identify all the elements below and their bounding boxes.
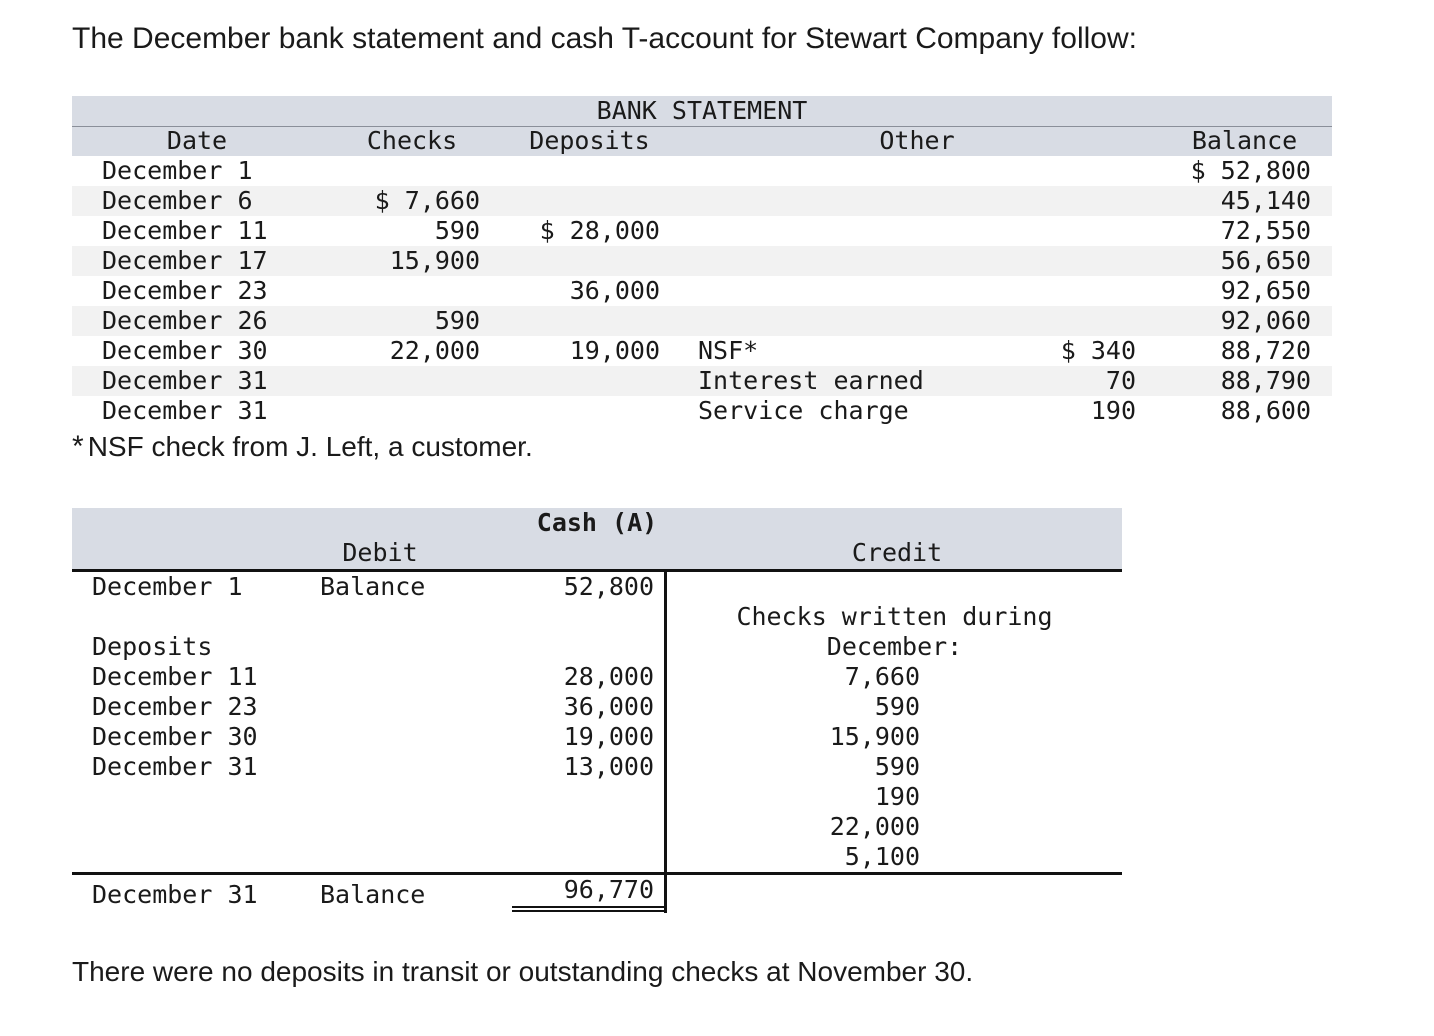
cash-t-account: [72, 508, 1122, 918]
cell-date: December 31: [102, 366, 268, 395]
credit-heading-line-1: Checks written during: [736, 602, 1053, 631]
cell-balance: 72,550: [1220, 216, 1311, 245]
bank-statement-title: BANK STATEMENT: [596, 96, 808, 125]
cell-balance: $ 52,800: [1190, 156, 1311, 185]
cell-checks: 22,000: [389, 336, 480, 365]
cell-deposits: 19,000: [569, 336, 660, 365]
cell-other-amount: 190: [1090, 396, 1136, 425]
credit-amount: 15,900: [829, 722, 920, 751]
cell-date: December 30: [102, 336, 268, 365]
deposit-date: December 31: [92, 752, 258, 781]
cell-deposits: $ 28,000: [539, 216, 660, 245]
cell-date: December 17: [102, 246, 268, 275]
cell-balance: 92,650: [1220, 276, 1311, 305]
double-underline-bottom: [512, 910, 667, 912]
cell-date: December 26: [102, 306, 268, 335]
deposit-date: December 11: [92, 662, 258, 691]
cell-other-amount: 70: [1105, 366, 1136, 395]
cell-balance: 88,720: [1220, 336, 1311, 365]
closing-date: December 31: [92, 880, 258, 909]
cell-balance: 92,060: [1220, 306, 1311, 335]
credit-amount: 5,100: [844, 842, 920, 871]
debit-label: Debit: [342, 538, 418, 567]
double-underline-top: [512, 906, 667, 908]
credit-heading-line-2: December:: [826, 632, 963, 661]
closing-amount: 96,770: [563, 875, 654, 904]
cell-other-amount: $ 340: [1060, 336, 1136, 365]
header-deposits: Deposits: [529, 126, 650, 155]
cell-checks: 590: [434, 306, 480, 335]
credit-amount: 22,000: [829, 812, 920, 841]
deposit-amount: 13,000: [563, 752, 654, 781]
deposit-amount: 19,000: [563, 722, 654, 751]
header-other: Other: [879, 126, 955, 155]
credit-amount: 7,660: [844, 662, 920, 691]
cell-balance: 45,140: [1220, 186, 1311, 215]
closing-note: There were no deposits in transit or outstanding checks at November 30.: [72, 956, 974, 987]
cell-date: December 1: [102, 156, 253, 185]
nsf-footnote: [72, 430, 533, 464]
credit-amount: 590: [874, 752, 920, 781]
cell-date: December 11: [102, 216, 268, 245]
cell-checks: $ 7,660: [374, 186, 480, 215]
cell-balance: 88,790: [1220, 366, 1311, 395]
cell-checks: 590: [434, 216, 480, 245]
opening-amount: 52,800: [563, 572, 654, 601]
cell-date: December 31: [102, 396, 268, 425]
deposit-amount: 36,000: [563, 692, 654, 721]
deposit-date: December 30: [92, 722, 258, 751]
cell-other-label: Interest earned: [698, 366, 924, 395]
cell-date: December 6: [102, 186, 253, 215]
header-balance: Balance: [1191, 126, 1298, 155]
cell-deposits: 36,000: [569, 276, 660, 305]
deposit-amount: 28,000: [563, 662, 654, 691]
cell-date: December 23: [102, 276, 268, 305]
t-account-title: Cash (A): [536, 508, 658, 537]
opening-date: December 1: [92, 572, 243, 601]
opening-label: Balance: [320, 572, 426, 601]
cell-other-label: NSF*: [698, 336, 759, 365]
credit-amount: 590: [874, 692, 920, 721]
intro-text: The December bank statement and cash T-account for Stewart Company follow:: [72, 22, 1137, 55]
cell-checks: 15,900: [389, 246, 480, 275]
bank-statement-table: [72, 96, 1332, 426]
credit-amount: 190: [874, 782, 920, 811]
closing-label: Balance: [320, 880, 426, 909]
footnote-star: *: [72, 430, 84, 463]
cell-balance: 88,600: [1220, 396, 1311, 425]
deposits-label: Deposits: [92, 632, 213, 661]
deposit-date: December 23: [92, 692, 258, 721]
cell-balance: 56,650: [1220, 246, 1311, 275]
header-checks: Checks: [366, 126, 458, 155]
credit-label: Credit: [851, 538, 943, 567]
footnote-text: NSF check from J. Left, a customer.: [87, 431, 533, 462]
cell-other-label: Service charge: [698, 396, 909, 425]
header-date: Date: [166, 126, 228, 155]
